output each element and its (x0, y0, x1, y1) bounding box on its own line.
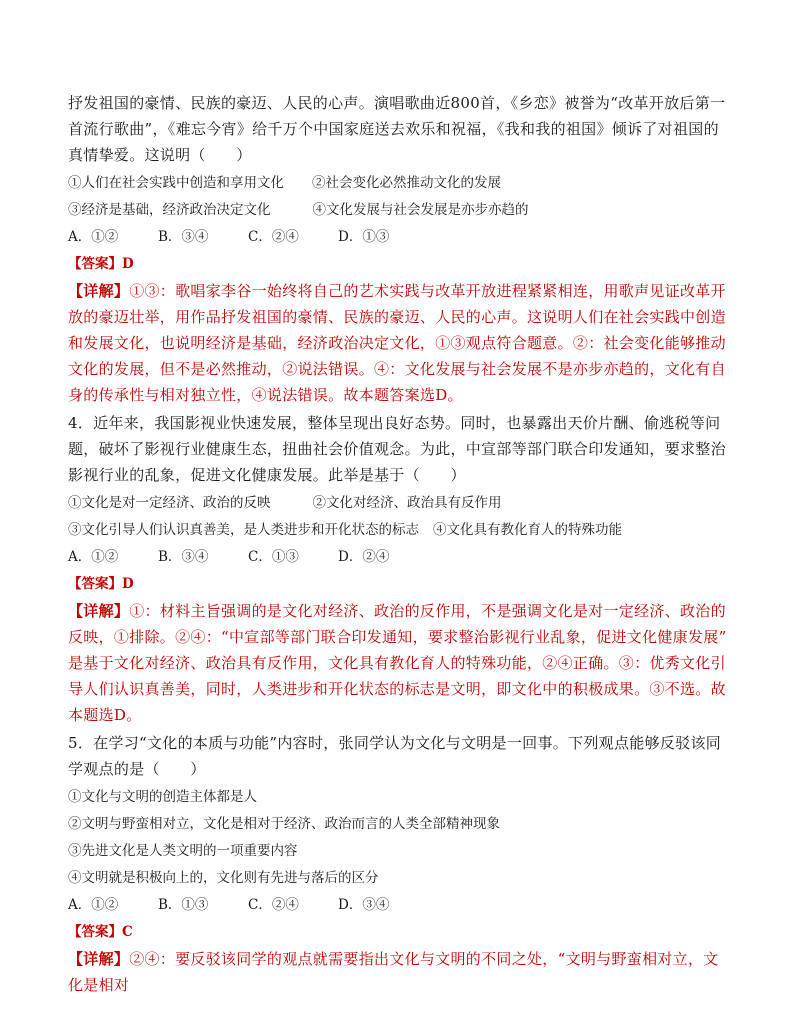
question-5-choice-a: A．①② (68, 897, 119, 913)
answer-tag: 【答案】 (68, 576, 122, 592)
question-4-choices (68, 544, 728, 571)
question-3-detail-text: ①③：歌唱家李谷一始终将自己的艺术实践与改革开放进程紧紧相连，用歌声见证改革开放的豪迈壮举，用作品抒发祖国的豪情、民族的豪迈、人民的心声。这说明人们在社会实践中创造和发展文化，也说明经济是基础，经济政治决定文化，①③观点符合题意。②：社会变化能够推动文化的发展，但不是必然推动，②说法错误。④：文化发展与社会发展不是亦步亦趋的，文化有自身的传承性与相对独立性，④说法错误。故本题答案选D。 (68, 282, 726, 404)
question-3-choice-b: B．③④ (158, 229, 209, 245)
question-4-choice-d: D．②④ (338, 549, 390, 565)
question-4-option-3: ③文化引导人们认识真善美，是人类进步和开化状态的标志 (68, 522, 419, 538)
answer-tag: 【答案】 (68, 924, 122, 940)
question-5-option-2: ②文明与野蛮相对立，文化是相对于经济、政治而言的人类全部精神现象 (68, 816, 500, 832)
question-3-option-1: ①人们在社会实践中创造和享用文化 (68, 175, 284, 191)
question-3-option-4: ④文化发展与社会发展是亦步亦趋的 (312, 202, 529, 218)
question-5-option-4: ④文明就是积极向上的，文化则有先进与落后的区分 (68, 870, 379, 886)
question-5-answer-value: C (122, 924, 133, 940)
question-3-options-row-1 (68, 170, 728, 197)
question-4-choice-c: C．①③ (248, 549, 299, 565)
question-4-choice-a: A．①② (68, 549, 119, 565)
question-3-detail (68, 278, 728, 408)
question-3-choice-d: D．①③ (338, 229, 390, 245)
question-5-stem: 5．在学习“文化的本质与功能”内容时，张同学认为文化与文明是一回事。下列观点能够反驳该同学观点的是（ ） (68, 734, 722, 778)
question-3-answer (68, 251, 728, 278)
question-4-answer-value: D (122, 576, 134, 592)
question-3-choices (68, 224, 728, 251)
question-3-answer-value: D (122, 256, 134, 272)
detail-tag: 【详解】 (68, 950, 130, 968)
question-4-choice-b: B．③④ (158, 549, 209, 565)
question-3-choice-c: C．②④ (248, 229, 299, 245)
question-3-option-2: ②社会变化必然推动文化的发展 (312, 175, 501, 191)
question-4-stem: 4．近年来，我国影视业快速发展，整体呈现出良好态势。同时，也暴露出天价片酬、偷逃税等问题，破坏了影视行业健康生态，扭曲社会价值观念。为此，中宣部等部门联合印发通知，要求整治影视行业的乱象，促进文化健康发展。此举是基于（ ） (68, 414, 726, 484)
question-4-option-1: ①文化是对一定经济、政治的反映 (68, 495, 271, 511)
question-3-option-3: ③经济是基础，经济政治决定文化 (68, 202, 271, 218)
question-3-choice-a: A．①② (68, 229, 119, 245)
question-4-options-row-2 (68, 517, 728, 544)
question-3-stem: 抒发祖国的豪情、民族的豪迈、人民的心声。演唱歌曲近800首，《乡恋》被誉为“改革开放后第一首流行歌曲”，《难忘今宵》给千万个中国家庭送去欢乐和祝福，《我和我的祖国》倾诉了对祖国的真情挚爱。这说明（ ） (68, 94, 726, 164)
question-5-option-1: ①文化与文明的创造主体都是人 (68, 789, 257, 805)
question-4-option-2: ②文化对经济、政治具有反作用 (312, 495, 502, 511)
question-4-answer (68, 571, 728, 598)
question-5-answer (68, 919, 728, 946)
question-5-choices (68, 892, 728, 919)
question-4-option-4: ④文化具有教化育人的特殊功能 (433, 522, 622, 538)
document-content (68, 90, 728, 998)
question-5-choice-c: C．②④ (248, 897, 299, 913)
question-5-option-3: ③先进文化是人类文明的一项重要内容 (68, 843, 298, 859)
question-4-detail (68, 598, 728, 728)
question-5-choice-b: B．①③ (158, 897, 209, 913)
question-5-choice-d: D．③④ (338, 897, 390, 913)
question-4-detail-text: ①：材料主旨强调的是文化对经济、政治的反作用，不是强调文化是对一定经济、政治的反映，①排除。②④：“中宣部等部门联合印发通知，要求整治影视行业乱象，促进文化健康发展” 是基于文化对经济、政治具有反作用，文化具有教化育人的特殊功能，②④正确。③：优秀文化引导人们认识真善美，同时，人类进步和开化状态的标志是文明，即文化中的积极成果。③不选。故本题选D。 (68, 602, 727, 724)
question-5-detail (68, 946, 728, 998)
detail-tag: 【详解】 (68, 602, 130, 620)
question-5-detail-text: ②④：要反驳该同学的观点就需要指出文化与文明的不同之处，“文明与野蛮相对立，文化是相对 (68, 950, 719, 994)
question-4-options-row-1 (68, 490, 728, 517)
detail-tag: 【详解】 (68, 282, 130, 300)
answer-tag: 【答案】 (68, 256, 122, 272)
question-3-options-row-2 (68, 197, 728, 224)
